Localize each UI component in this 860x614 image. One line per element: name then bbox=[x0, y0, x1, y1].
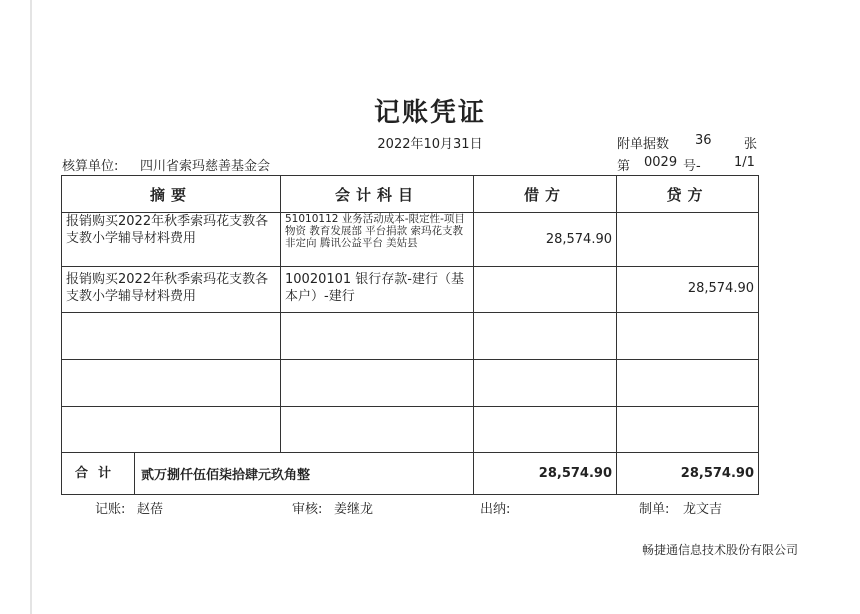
total-row bbox=[62, 453, 759, 495]
total-debit: 28,574.90 bbox=[474, 453, 617, 495]
page-indicator: 1/1 bbox=[734, 155, 755, 170]
total-label: 合计 bbox=[62, 453, 135, 494]
attachments-unit: 张 bbox=[744, 137, 758, 152]
voucher-date: 2022年10月31日 bbox=[377, 137, 483, 152]
header-account: 会计科目 bbox=[281, 176, 474, 213]
voucher-no: 0029 bbox=[644, 155, 678, 170]
row-summary: 报销购买2022年秋季索玛花支教各支教小学辅导材料费用 bbox=[62, 213, 281, 267]
bookkeeper-label: 记账: bbox=[95, 502, 126, 517]
table-row-empty bbox=[62, 360, 759, 407]
voucher-table bbox=[61, 175, 759, 495]
table-row bbox=[62, 267, 759, 313]
total-words: 贰万捌仟伍佰柒拾肆元玖角整 bbox=[141, 468, 311, 483]
row-account: 10020101 银行存款-建行（基本户）-建行 bbox=[281, 267, 474, 313]
attachments-label: 附单据数 bbox=[617, 137, 670, 152]
cashier-label: 出纳: bbox=[480, 502, 511, 517]
row-debit: 28,574.90 bbox=[474, 213, 617, 267]
row-debit bbox=[474, 267, 617, 313]
header-summary: 摘要 bbox=[62, 176, 281, 213]
table-row-empty bbox=[62, 407, 759, 453]
table-row bbox=[62, 213, 759, 267]
unit-name: 四川省索玛慈善基金会 bbox=[140, 159, 271, 174]
header-credit: 贷方 bbox=[617, 176, 759, 213]
row-summary: 报销购买2022年秋季索玛花支教各支教小学辅导材料费用 bbox=[62, 267, 281, 313]
table-row-empty bbox=[62, 313, 759, 360]
total-credit: 28,574.90 bbox=[617, 453, 759, 495]
voucher-no-prefix: 第 bbox=[617, 159, 631, 174]
preparer-name: 龙文吉 bbox=[683, 502, 723, 517]
table-header-row bbox=[62, 176, 759, 213]
row-account: 51010112 业务活动成本-限定性-项目物资 教育发展部 平台捐款 索玛花支教 非定向 腾讯公益平台 美姑县 bbox=[281, 213, 474, 267]
bookkeeper-name: 赵蓓 bbox=[137, 502, 164, 517]
software-company: 畅捷通信息技术股份有限公司 bbox=[641, 543, 798, 557]
row-credit: 28,574.90 bbox=[617, 267, 759, 313]
unit-label: 核算单位: bbox=[62, 159, 119, 174]
reviewer-label: 审核: bbox=[292, 502, 323, 517]
reviewer-name: 姜继龙 bbox=[334, 502, 374, 517]
attachments-count: 36 bbox=[695, 133, 712, 148]
header-debit: 借方 bbox=[474, 176, 617, 213]
preparer-label: 制单: bbox=[639, 502, 670, 517]
voucher-title: 记账凭证 bbox=[373, 98, 486, 128]
voucher-no-suffix: 号- bbox=[683, 159, 701, 174]
row-credit bbox=[617, 213, 759, 267]
